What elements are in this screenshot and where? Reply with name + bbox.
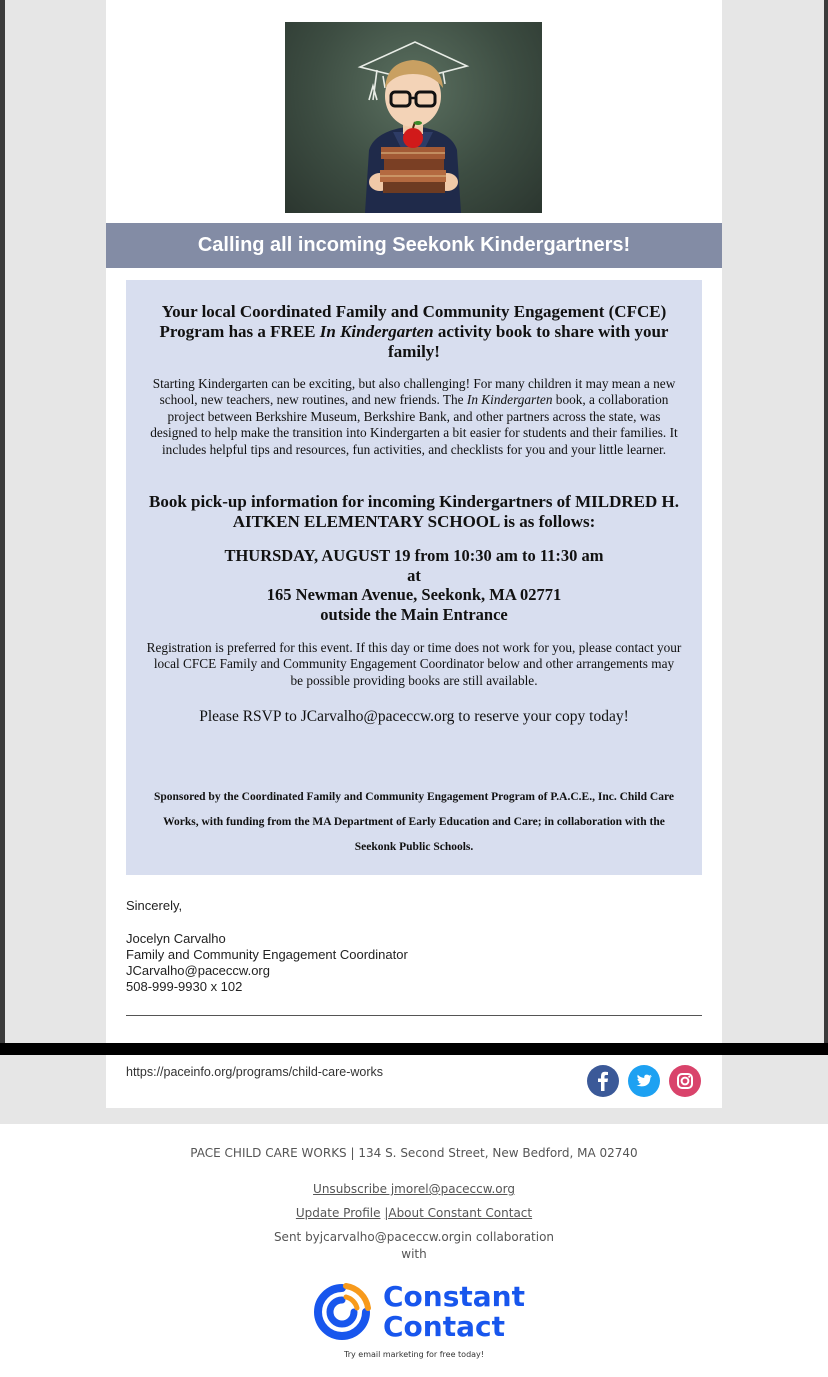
event-at: at <box>407 565 421 585</box>
unsubscribe-row <box>0 1182 828 1196</box>
flyer-intro-text-2: book, a collaboration project between Berkshire Museum, Berkshire Bank, and other partners across the state, was designed to help make the transition into Kindergarten a bit easier for students and their families. It includes helpful tips and resources, fun activities, and checklists for you and your little learner. <box>150 392 678 457</box>
event-date: THURSDAY, AUGUST 19 from 10:30 am to 11:30 am <box>224 546 604 565</box>
profile-links-row <box>0 1206 828 1220</box>
constant-contact-tagline[interactable]: Try email marketing for free today! <box>344 1350 484 1359</box>
flyer-intro <box>146 376 682 458</box>
update-profile-link[interactable]: Update Profile <box>295 1206 381 1220</box>
flyer-heading-book-title: In Kindergarten <box>319 322 434 341</box>
constant-contact-brand-line1[interactable]: Constant <box>383 1280 525 1313</box>
org-address: PACE CHILD CARE WORKS | 134 S. Second Street, New Bedford, MA 02740 <box>190 1146 638 1160</box>
sent-by-with: with <box>401 1247 427 1261</box>
registration-note: Registration is preferred for this event. If this day or time does not work for you, please contact your local CFCE Family and Community Engagement Coordinator below and other arrangements may be possible providing books are still available. <box>146 640 682 688</box>
about-constant-contact-link[interactable]: |About Constant Contact <box>384 1206 533 1220</box>
divider <box>126 1015 702 1016</box>
flyer-heading-text-2: activity book to share with your family! <box>388 322 669 361</box>
flyer-heading <box>146 302 682 362</box>
event-details <box>146 546 682 624</box>
flyer-heading-text-1: Your local Coordinated Family and Community Engagement (CFCE) Program has a FREE <box>159 302 667 341</box>
flyer-intro-book-title: In Kindergarten <box>466 392 553 408</box>
signature-name: Jocelyn Carvalho <box>126 931 226 946</box>
flyer-box <box>126 280 702 875</box>
header-banner <box>106 223 722 268</box>
twitter-icon[interactable] <box>628 1065 660 1097</box>
signature-email: JCarvalho@paceccw.org <box>126 963 270 978</box>
event-address: 165 Newman Avenue, Seekonk, MA 02771 <box>266 585 562 605</box>
hero-image <box>285 22 542 213</box>
signature-closing: Sincerely, <box>126 898 183 913</box>
unsubscribe-link[interactable]: Unsubscribe jmorel@paceccw.org <box>313 1182 515 1196</box>
pickup-heading: Book pick-up information for incoming Kindergartners of MILDRED H. AITKEN ELEMENTARY SCHOOL is as follows: <box>148 492 679 531</box>
banner-title: Calling all incoming Seekonk Kindergartners! <box>197 234 631 256</box>
sponsor-note: Sponsored by the Coordinated Family and Community Engagement Program of P.A.C.E., Inc. Child Care Works, with funding from the MA Department of Early Education and Care; in collaboration with the Seekonk Public Schools. <box>154 791 674 853</box>
facebook-icon[interactable] <box>587 1065 619 1097</box>
left-edge-shadow <box>0 0 5 1043</box>
book-stack-icon <box>380 147 446 193</box>
event-location: outside the Main Entrance <box>320 604 508 624</box>
sent-by-text: Sent byjcarvalho@paceccw.orgin collaboration <box>273 1230 555 1244</box>
website-link[interactable]: https://paceinfo.org/programs/child-care-works <box>126 1065 384 1079</box>
footer-link-card <box>106 1055 722 1108</box>
constant-contact-brand-line2[interactable]: Contact <box>383 1310 505 1343</box>
instagram-icon[interactable] <box>669 1065 701 1097</box>
signature-phone: 508-999-9930 x 102 <box>126 979 243 994</box>
flyer-intro-text-1: Starting Kindergarten can be exciting, but also challenging! For many children it may mean a new school, new teachers, new routines, and new friends. The <box>152 376 676 408</box>
child-with-books-illustration <box>285 22 542 213</box>
signature-role: Family and Community Engagement Coordinator <box>126 947 408 962</box>
rsvp-note: Please RSVP to JCarvalho@paceccw.org to reserve your copy today! <box>199 708 629 725</box>
constant-contact-logo-icon[interactable] <box>312 1282 372 1342</box>
right-edge-shadow <box>824 0 828 1043</box>
